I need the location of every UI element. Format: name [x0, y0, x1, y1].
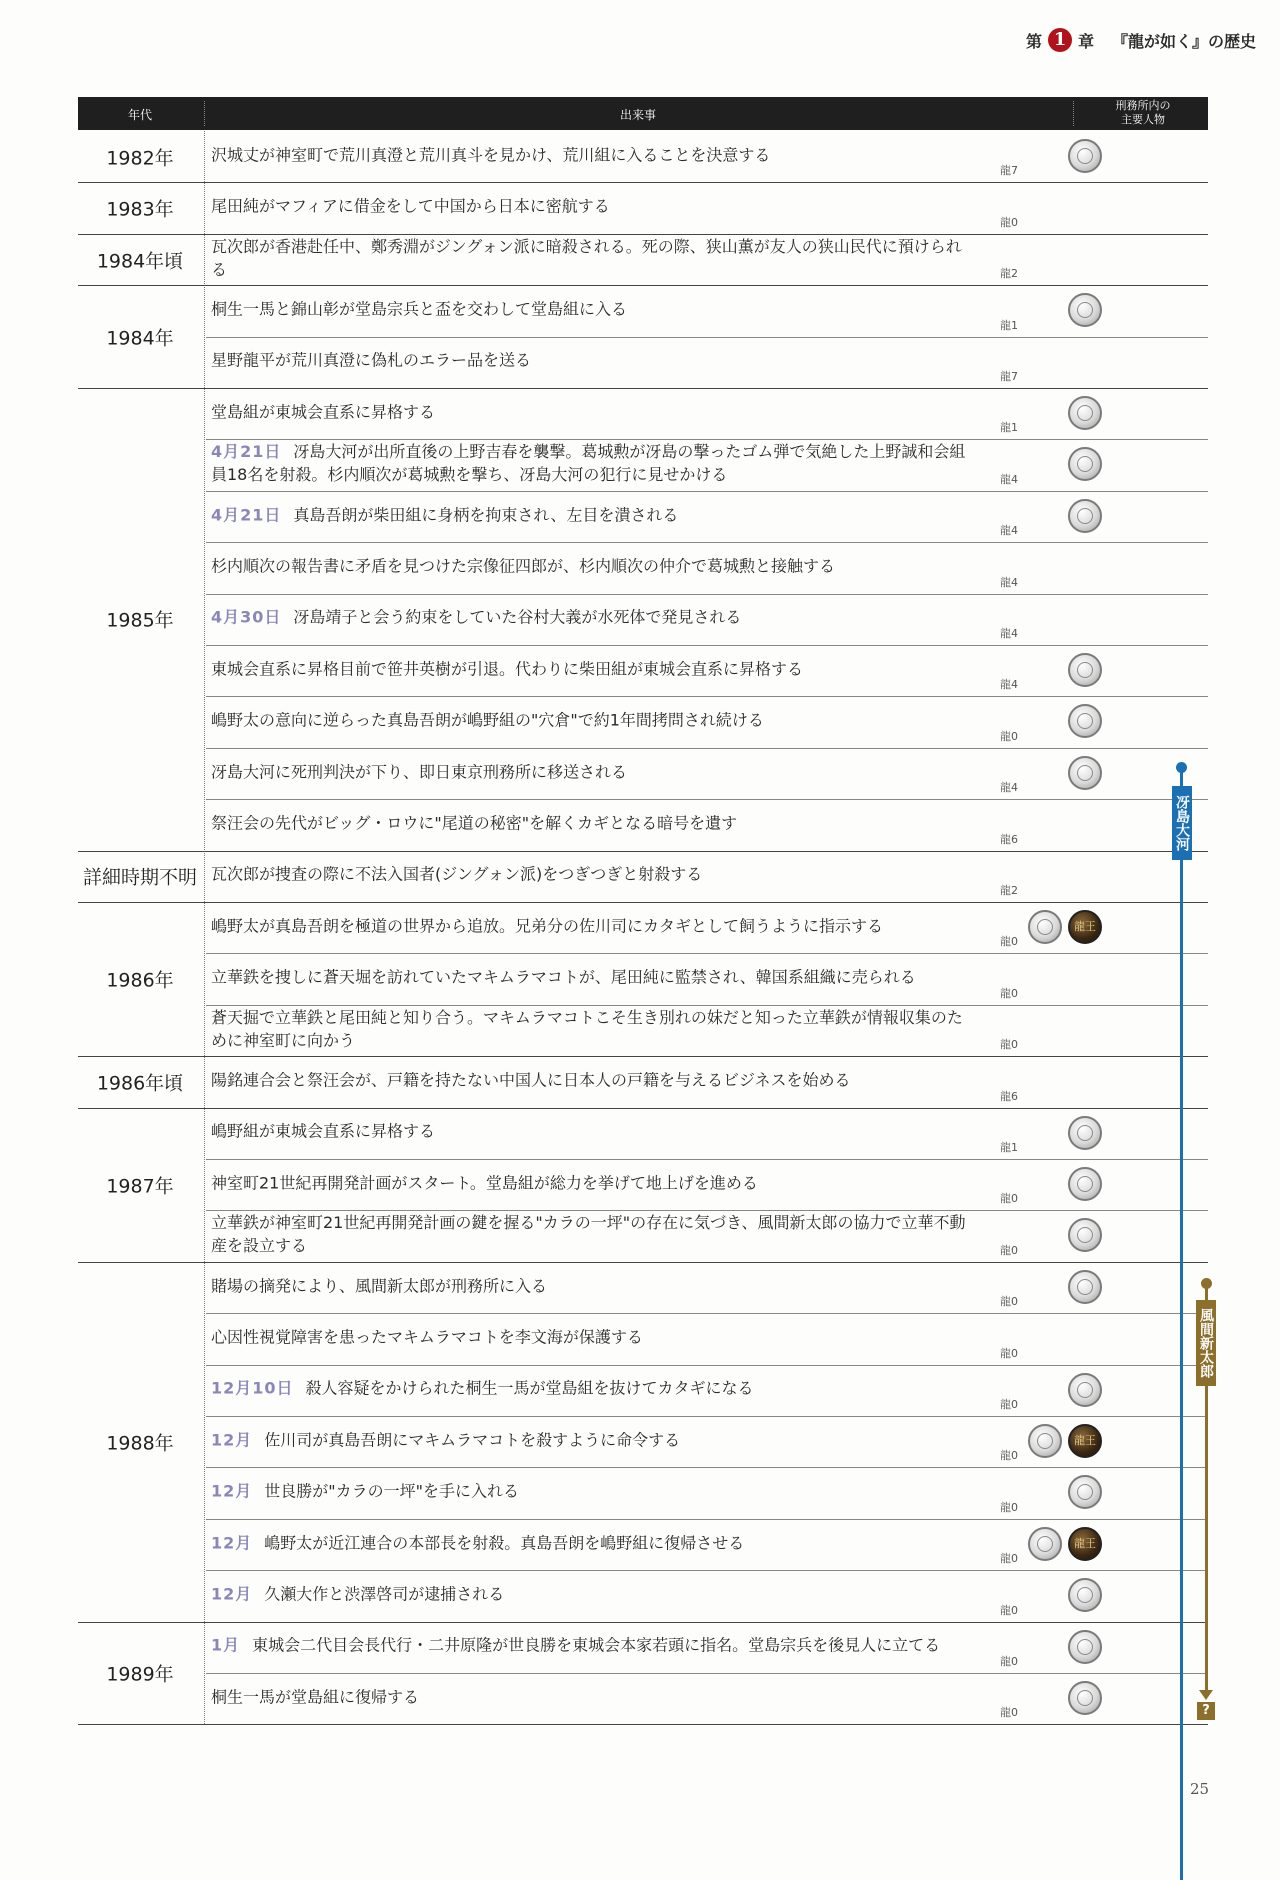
group-divider: [78, 851, 1208, 852]
year-cell: 1987年: [106, 1175, 174, 1198]
game-source-label: 龍4: [1000, 627, 1018, 640]
header-person-line2: 主要人物: [1121, 113, 1165, 126]
event-text: 久瀬大作と渋澤啓司が逮捕される: [264, 1584, 505, 1604]
chapter-prefix: 第: [1025, 31, 1042, 51]
event-description: [211, 235, 971, 281]
chapter-suffix: 章: [1077, 31, 1094, 51]
event-text: 瓦次郎が捜査の際に不法入国者(ジングォン派)をつぎつぎと射殺する: [211, 864, 703, 884]
game-source-label: 龍2: [1000, 884, 1018, 897]
event-description: [211, 1006, 971, 1052]
silver-crest-icon: [1068, 293, 1102, 327]
row-divider: [206, 594, 1208, 595]
event-text: 蒼天掘で立華鉄と尾田純と知り合う。マキムラマコトこそ生き別れの妹だと知った立華鉄が情報収集のために神室町に向かう: [211, 1007, 963, 1050]
event-description: [211, 657, 971, 680]
bronze-crest-icon: 龍王: [1068, 1527, 1102, 1561]
game-source-label: 龍0: [1000, 215, 1018, 229]
game-source-label: 龍0: [1000, 1192, 1018, 1206]
chapter-title: 『龍が如く』の歴史: [1111, 31, 1256, 51]
row-divider: [206, 542, 1208, 543]
kazama-timeline-start: [1201, 1278, 1212, 1289]
row-divider: [206, 748, 1208, 749]
year-cell: 1984年: [106, 327, 174, 350]
event-description: [211, 1377, 971, 1400]
event-text: 心因性視覚障害を患ったマキムラマコトを李文海が保護する: [211, 1327, 643, 1347]
row-divider: [206, 953, 1208, 954]
group-divider: [78, 388, 1208, 389]
event-description: [211, 1685, 971, 1708]
event-text: 嶋野太が真島吾朗を極道の世界から追放。兄弟分の佐川司にカタギとして飼うように指示する: [211, 916, 884, 936]
game-source-label: 龍0: [1000, 1552, 1018, 1566]
game-source-label: 龍1: [1000, 318, 1018, 332]
event-description: [211, 966, 971, 989]
event-description: [211, 1171, 971, 1194]
event-text: 佐川司が真島吾朗にマキムラマコトを殺すように命令する: [264, 1430, 681, 1450]
silver-crest-icon: [1068, 1681, 1102, 1715]
event-text: 桐生一馬が堂島組に復帰する: [211, 1687, 420, 1707]
event-text: 冴島大河に死刑判決が下り、即日東京刑務所に移送される: [211, 762, 628, 781]
event-text: 陽銘連合会と祭汪会が、戸籍を持たない中国人に日本人の戸籍を与えるビジネスを始める: [211, 1070, 851, 1090]
game-source-label: 龍0: [1000, 1398, 1018, 1411]
event-text: 賭場の摘発により、風間新太郎が刑務所に入る: [211, 1276, 548, 1295]
year-column-divider: [204, 131, 205, 1724]
row-divider: [206, 799, 1208, 800]
event-text: 星野龍平が荒川真澄に偽札のエラー品を送る: [211, 350, 532, 370]
event-date: 4月30日: [211, 607, 282, 627]
row-divider: [206, 1673, 1208, 1674]
bronze-crest-icon: 龍王: [1068, 1424, 1102, 1458]
silver-crest-icon: [1068, 396, 1102, 430]
game-source-label: 龍4: [1000, 678, 1018, 692]
event-text: 冴島大河が出所直後の上野吉春を襲撃。葛城勲が冴島の撃ったゴム弾で気絶した上野誠和会組員18名を射殺。杉内順次が葛城勲を撃ち、冴島大河の犯行に見せかける: [211, 442, 966, 485]
event-description: [211, 863, 971, 886]
event-description: [211, 503, 971, 526]
event-description: [211, 709, 971, 732]
header-divider: [1073, 101, 1074, 126]
row-divider: [206, 491, 1208, 492]
event-text: 殺人容疑をかけられた桐生一馬が堂島組を抜けてカタギになる: [305, 1378, 754, 1398]
game-source-label: 龍6: [1000, 1089, 1018, 1103]
event-date: 12月: [211, 1430, 253, 1450]
event-text: 嶋野太が近江連合の本部長を射殺。真島吾朗を嶋野組に復帰させる: [264, 1533, 745, 1552]
event-description: [211, 760, 971, 783]
event-text: 東城会二代目会長代行・二井原隆が世良勝を東城会本家若頭に指名。堂島宗兵を後見人に立てる: [252, 1635, 941, 1655]
event-text: 神室町21世紀再開発計画がスタート。堂島組が総力を挙げて地上げを進める: [211, 1173, 758, 1193]
row-divider: [206, 1519, 1208, 1520]
event-text: 嶋野組が東城会直系に昇格する: [211, 1121, 436, 1141]
silver-crest-icon: [1068, 756, 1102, 790]
event-text: 瓦次郎が香港赴任中、鄭秀淵がジングォン派に暗殺される。死の際、狭山薫が友人の狭山民代に預けられる: [211, 236, 962, 279]
game-source-label: 龍0: [1000, 729, 1018, 743]
event-date: 4月21日: [211, 505, 282, 524]
event-text: 嶋野太の意向に逆らった真島吾朗が嶋野組の"穴倉"で約1年間拷問され続ける: [211, 710, 764, 730]
silver-crest-icon: [1068, 1373, 1102, 1407]
game-source-label: 龍2: [1000, 267, 1018, 281]
row-divider: [206, 1416, 1208, 1417]
kazama-timeline-arrow: [1199, 1690, 1213, 1700]
unknown-end-marker: ?: [1197, 1702, 1215, 1720]
event-description: [211, 440, 971, 486]
game-source-label: 龍0: [1000, 1449, 1018, 1463]
event-text: 尾田純がマフィアに借金をして中国から日本に密航する: [211, 196, 610, 216]
game-source-label: 龍0: [1000, 986, 1018, 1000]
row-divider: [206, 1467, 1208, 1468]
year-cell: 1985年: [106, 609, 174, 632]
event-description: [211, 1428, 971, 1451]
row-divider: [206, 1365, 1208, 1366]
chapter-number: 1: [1048, 28, 1072, 52]
event-text: 桐生一馬と錦山彰が堂島宗兵と盃を交わして堂島組に入る: [211, 299, 628, 319]
saejima-timeline-start: [1176, 762, 1187, 773]
event-text: 立華鉄が神室町21世紀再開発計画の鍵を握る"カラの一坪"の存在に気づき、風間新太郎の協力で立華不動産を設立する: [211, 1213, 966, 1256]
event-description: [211, 1480, 971, 1503]
header-person-line1: 刑務所内の: [1115, 99, 1171, 112]
group-divider: [78, 1724, 1208, 1725]
year-cell: 詳細時期不明: [82, 866, 197, 889]
event-date: 12月: [211, 1584, 253, 1604]
event-date: 1月: [211, 1635, 241, 1655]
event-description: [211, 606, 971, 629]
group-divider: [78, 182, 1208, 183]
silver-crest-icon: [1068, 1475, 1102, 1509]
event-description: [211, 1068, 971, 1091]
group-divider: [78, 902, 1208, 903]
event-description: [211, 349, 971, 372]
game-source-label: 龍6: [1000, 832, 1018, 846]
kazama-timeline-label: 風間新太郎: [1196, 1300, 1216, 1386]
event-description: [211, 195, 971, 218]
event-date: 12月: [211, 1481, 253, 1501]
event-description: [211, 914, 971, 937]
game-source-label: 龍0: [1000, 1243, 1018, 1257]
year-cell: 1988年: [106, 1432, 174, 1455]
event-text: 立華鉄を捜しに蒼天堀を訪れていたマキムラマコトが、尾田純に監禁され、韓国系組織に売られる: [211, 967, 916, 987]
chapter-header: [1026, 28, 1256, 52]
game-source-label: 龍1: [1000, 1141, 1018, 1154]
game-source-label: 龍0: [1000, 1706, 1018, 1720]
event-description: [211, 554, 971, 577]
silver-crest-icon: [1068, 1578, 1102, 1612]
event-text: 東城会直系に昇格目前で笹井英樹が引退。代わりに柴田組が東城会直系に昇格する: [211, 659, 804, 679]
header-person: [1078, 99, 1208, 127]
event-description: [211, 1531, 971, 1554]
event-text: 冴島靖子と会う約束をしていた谷村大義が水死体で発見される: [293, 607, 742, 627]
group-divider: [78, 1056, 1208, 1057]
game-source-label: 龍0: [1000, 1038, 1018, 1052]
group-divider: [78, 1622, 1208, 1623]
event-date: 4月21日: [211, 442, 282, 462]
event-description: [211, 400, 971, 423]
silver-crest-icon: [1068, 1218, 1102, 1252]
row-divider: [206, 337, 1208, 338]
group-divider: [78, 1108, 1208, 1109]
event-description: [211, 1274, 971, 1297]
silver-crest-icon: [1068, 447, 1102, 481]
event-date: 12月10日: [211, 1378, 294, 1398]
silver-crest-icon: [1028, 1527, 1062, 1561]
event-text: 真島吾朗が柴田組に身柄を拘束され、左目を潰される: [293, 505, 679, 524]
event-description: [211, 1120, 971, 1143]
silver-crest-icon: [1068, 499, 1102, 533]
row-divider: [206, 1570, 1208, 1571]
game-source-label: 龍4: [1000, 781, 1018, 795]
group-divider: [78, 1262, 1208, 1263]
bronze-crest-icon: 龍王: [1068, 910, 1102, 944]
game-source-label: 龍7: [1000, 164, 1018, 178]
silver-crest-icon: [1068, 1116, 1102, 1150]
game-source-label: 龍0: [1000, 1295, 1018, 1309]
silver-crest-icon: [1028, 1424, 1062, 1458]
year-cell: 1989年: [106, 1663, 174, 1686]
event-description: [211, 1211, 971, 1257]
game-source-label: 龍7: [1000, 370, 1018, 383]
event-description: [211, 811, 971, 834]
saejima-timeline-bar: [1180, 766, 1183, 1880]
year-cell: 1986年頃: [96, 1072, 184, 1095]
event-description: [211, 1582, 971, 1605]
year-cell: 1982年: [106, 147, 174, 170]
event-description: [211, 143, 971, 166]
event-description: [211, 1325, 971, 1348]
game-source-label: 龍0: [1000, 1500, 1018, 1514]
event-description: [211, 297, 971, 320]
game-source-label: 龍4: [1000, 472, 1018, 486]
year-cell: 1983年: [106, 198, 174, 221]
event-description: [211, 1634, 971, 1657]
saejima-timeline-label: 冴島大河: [1172, 786, 1192, 860]
year-cell: 1986年: [106, 969, 174, 992]
table-header: [78, 97, 1208, 130]
year-cell: 1984年頃: [96, 250, 184, 272]
silver-crest-icon: [1068, 139, 1102, 173]
row-divider: [206, 645, 1208, 646]
game-source-label: 龍0: [1000, 935, 1018, 949]
event-text: 沢城丈が神室町で荒川真澄と荒川真斗を見かけ、荒川組に入ることを決意する: [211, 145, 771, 165]
game-source-label: 龍4: [1000, 524, 1018, 538]
header-event: 出来事: [619, 108, 656, 122]
silver-crest-icon: [1028, 910, 1062, 944]
game-source-label: 龍0: [1000, 1603, 1018, 1617]
silver-crest-icon: [1068, 1630, 1102, 1664]
silver-crest-icon: [1068, 1167, 1102, 1201]
group-divider: [78, 285, 1208, 286]
row-divider: [206, 1159, 1208, 1160]
event-text: 杉内順次の報告書に矛盾を見つけた宗像征四郎が、杉内順次の仲介で葛城勲と接触する: [211, 556, 836, 576]
event-text: 堂島組が東城会直系に昇格する: [211, 402, 436, 422]
silver-crest-icon: [1068, 704, 1102, 738]
header-divider: [204, 101, 205, 126]
game-source-label: 龍0: [1000, 1346, 1018, 1360]
game-source-label: 龍4: [1000, 575, 1018, 589]
row-divider: [206, 696, 1208, 697]
game-source-label: 龍0: [1000, 1655, 1018, 1668]
page-number: 25: [1190, 1780, 1210, 1798]
silver-crest-icon: [1068, 1270, 1102, 1304]
event-text: 世良勝が"カラの一坪"を手に入れる: [264, 1481, 520, 1501]
header-year: 年代: [127, 108, 152, 122]
event-date: 12月: [211, 1533, 253, 1552]
game-source-label: 龍1: [1000, 421, 1018, 435]
event-text: 祭汪会の先代がビッグ・ロウに"尾道の秘密"を解くカギとなる暗号を遺す: [211, 813, 738, 833]
silver-crest-icon: [1068, 653, 1102, 687]
row-divider: [206, 1313, 1208, 1314]
